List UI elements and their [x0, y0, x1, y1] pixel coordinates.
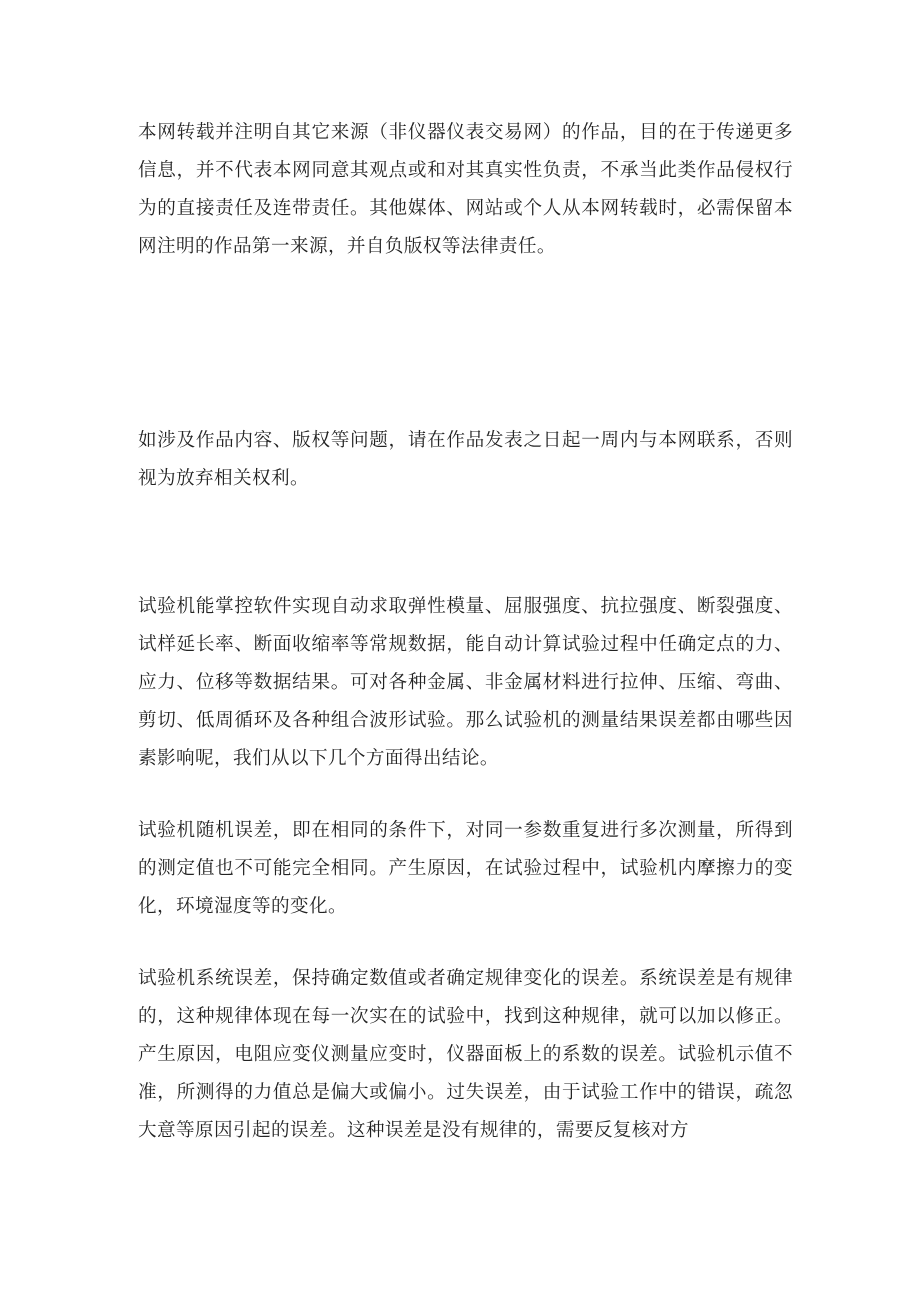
- paragraph-random-error: 试验机随机误差，即在相同的条件下，对同一参数重复进行多次测量，所得到的测定值也不可能完全相同。产生原因，在试验过程中，试验机内摩擦力的变化，环境湿度等的变化。: [138, 820, 793, 917]
- paragraph-copyright-notice: 本网转载并注明自其它来源（非仪器仪表交易网）的作品，目的在于传递更多信息，并不代表本网同意其观点或和对其真实性负责，不承当此类作品侵权行为的直接责任及连带责任。其他媒体、网站或个人从本网转载时，必需保留本网注明的作品第一来源，并自负版权等法律责任。: [138, 122, 793, 257]
- paragraph-contact-notice: 如涉及作品内容、版权等问题，请在作品发表之日起一周内与本网联系，否则视为放弃相关权利。: [138, 430, 793, 489]
- paragraph-system-error: 试验机系统误差，保持确定数值或者确定规律变化的误差。系统误差是有规律的，这种规律体现在每一次实在的试验中，找到这种规律，就可以加以修正。产生原因，电阻应变仪测量应变时，仪器面板上的系数的误差。试验机示值不准，所测得的力值总是偏大或偏小。过失误差，由于试验工作中的错误，疏忽大意等原因引起的误差。这种误差是没有规律的，需要反复核对方: [138, 968, 793, 1141]
- paragraph-testing-machine-intro: 试验机能掌控软件实现自动求取弹性模量、屈服强度、抗拉强度、断裂强度、试样延长率、断面收缩率等常规数据，能自动计算试验过程中任确定点的力、应力、位移等数据结果。可对各种金属、非金属材料进行拉伸、压缩、弯曲、剪切、低周循环及各种组合波形试验。那么试验机的测量结果误差都由哪些因素影响呢，我们从以下几个方面得出结论。: [138, 596, 793, 769]
